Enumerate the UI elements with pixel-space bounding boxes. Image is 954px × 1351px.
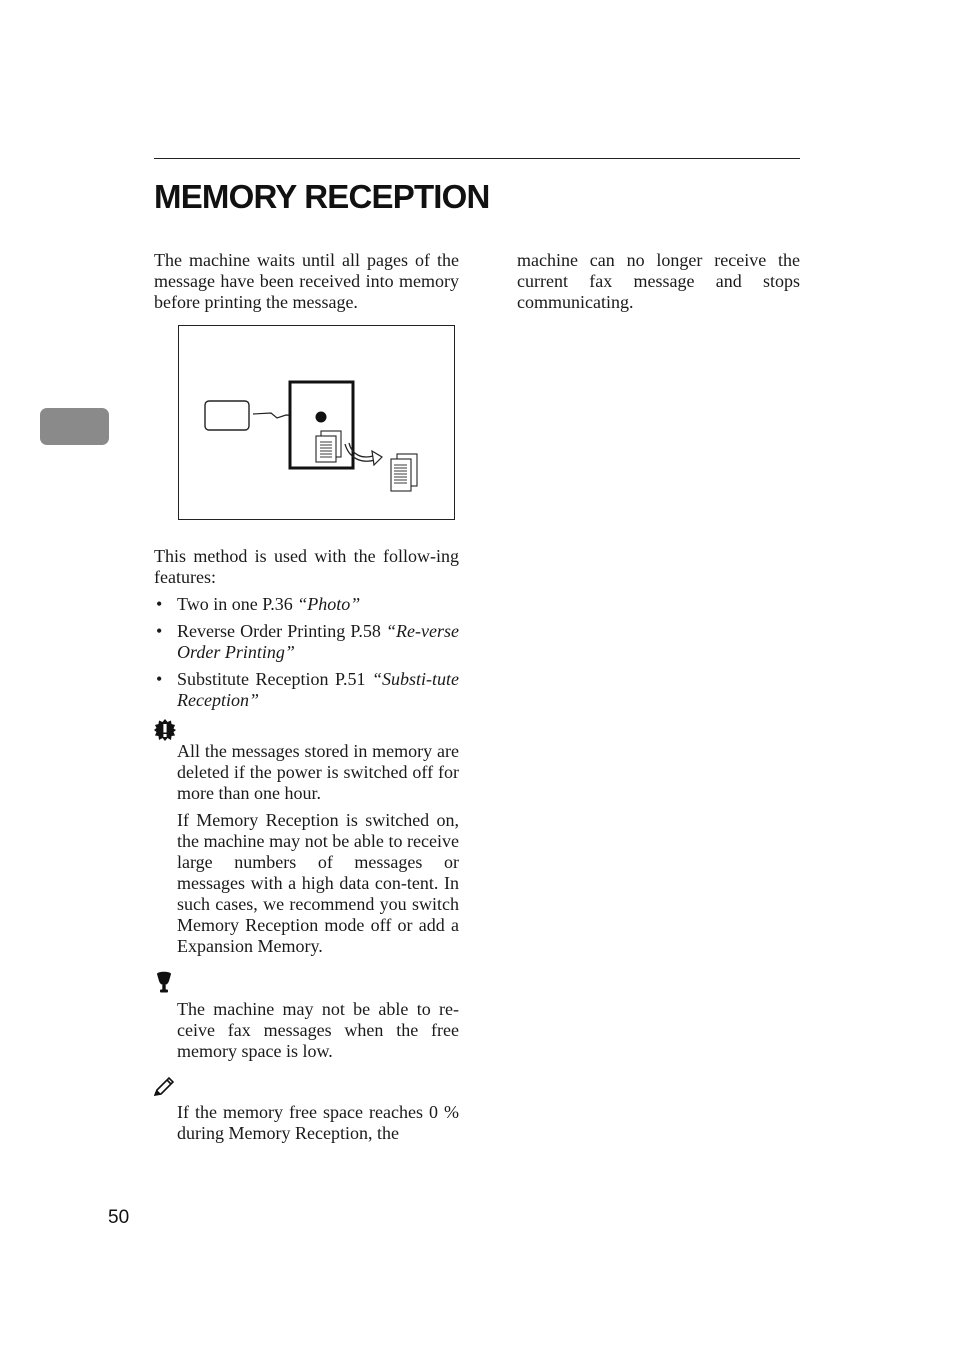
bullet-icon: • — [156, 669, 163, 689]
feature-ref: “Photo” — [297, 594, 361, 614]
note-pencil-icon — [154, 1076, 459, 1098]
left-column — [154, 250, 459, 1144]
feature-ref: “Substi-tute Reception” — [177, 669, 459, 710]
feature-item — [154, 621, 459, 663]
important-paragraph: All the messages stored in memory are deleted if the power is switched off for more than one hour. — [177, 741, 459, 803]
feature-ref: “Re-verse Order Printing” — [177, 621, 459, 662]
chapter-tab — [40, 408, 109, 445]
limitation-notes — [154, 999, 459, 1062]
bullet-icon: • — [156, 594, 163, 614]
right-column — [517, 250, 800, 313]
diagram-graphic — [179, 326, 456, 521]
method-intro: This method is used with the follow-ing features: — [154, 546, 459, 587]
important-icon — [154, 719, 459, 741]
important-paragraph: If Memory Reception is switched on, the machine may not be able to receive large numbers of messages or messages with a high data con-tent. In such cases, we recommend you switch Memory Reception mode off or add a Expansion Memory. — [177, 810, 459, 956]
note-paragraph: If the memory free space reaches 0 % during Memory Reception, the — [177, 1102, 459, 1143]
feature-name: Substitute Reception P.51 — [177, 669, 372, 689]
memory-reception-diagram — [178, 325, 455, 520]
stored-page-front-icon — [316, 436, 336, 462]
page-number: 50 — [108, 1207, 130, 1228]
feature-list — [154, 594, 459, 711]
feature-name: Reverse Order Printing P.58 — [177, 621, 387, 641]
memory-dot-icon — [316, 412, 327, 423]
important-notes — [154, 741, 459, 957]
continuation-paragraph: machine can no longer receive the current fax message and stops communicating. — [517, 250, 800, 312]
page-title: MEMORY RECEPTION — [154, 178, 490, 215]
printed-page-front-icon — [391, 459, 411, 491]
feature-name: Two in one P.36 — [177, 594, 298, 614]
limitation-icon — [154, 971, 459, 993]
feature-item — [154, 669, 459, 711]
intro-paragraph: The machine waits until all pages of the message have been received into memory before printing the message. — [154, 250, 459, 312]
sender-fax-icon — [205, 401, 249, 430]
title-rule — [154, 158, 800, 159]
feature-item — [154, 594, 459, 615]
note-notes — [154, 1102, 459, 1144]
bullet-icon: • — [156, 621, 163, 641]
limitation-paragraph: The machine may not be able to re-ceive fax messages when the free memory space is low. — [177, 999, 459, 1061]
